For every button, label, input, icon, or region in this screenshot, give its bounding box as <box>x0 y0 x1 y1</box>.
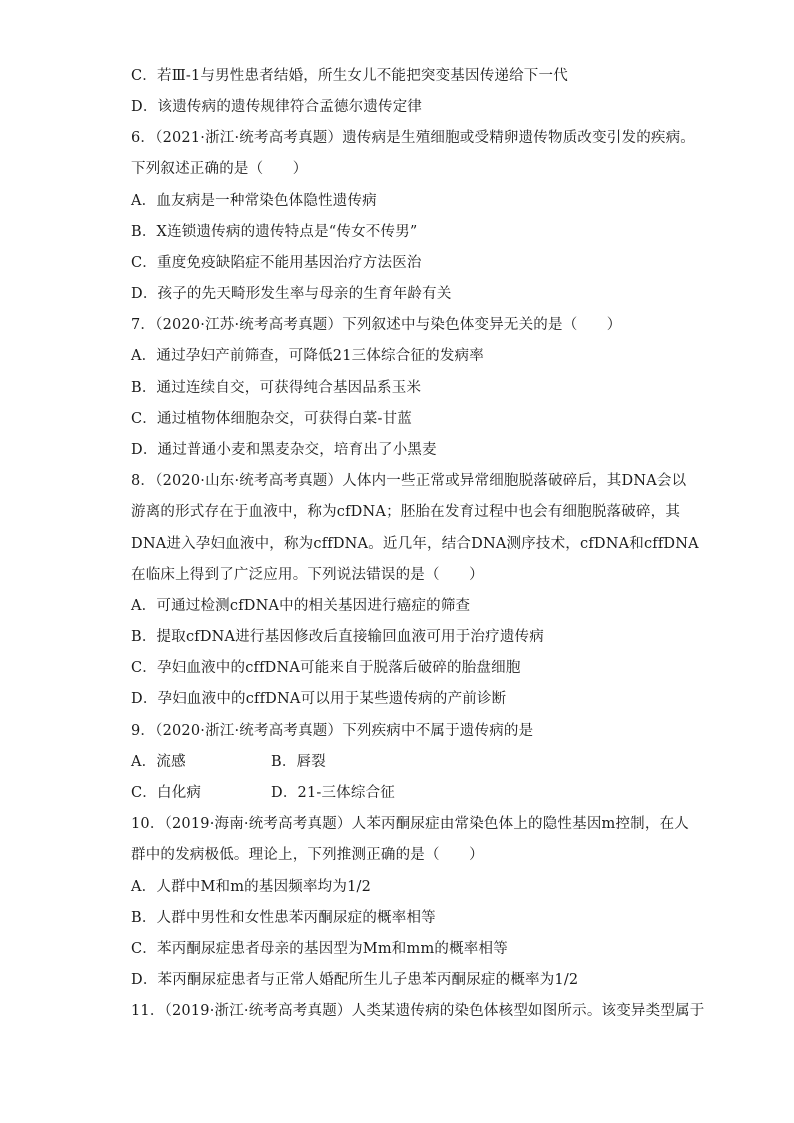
q9-option-b: B．唇裂 <box>271 754 326 770</box>
q10-option-c: C．苯丙酮尿症患者母亲的基因型为Mm和mm的概率相等 <box>131 941 508 957</box>
q6-option-b: B．X连锁遗传病的遗传特点是“传女不传男” <box>131 224 418 240</box>
q8-option-c: C．孕妇血液中的cffDNA可能来自于脱落后破碎的胎盘细胞 <box>131 660 521 676</box>
q7-stem: 7．（2020·江苏·统考高考真题）下列叙述中与染色体变异无关的是（ ） <box>131 317 622 333</box>
q6-stem-line-1: 6．（2021·浙江·统考高考真题）遗传病是生殖细胞或受精卵遗传物质改变引发的疾病。 <box>131 130 695 146</box>
q8-option-a: A．可通过检测cfDNA中的相关基因进行癌症的筛查 <box>131 598 471 614</box>
q8-option-d: D．孕妇血液中的cffDNA可以用于某些遗传病的产前诊断 <box>131 691 507 707</box>
q10-stem-line-1: 10．（2019·海南·统考高考真题）人苯丙酮尿症由常染色体上的隐性基因m控制，在人 <box>131 816 689 832</box>
q10-option-a: A．人群中M和m的基因频率均为1/2 <box>131 879 372 895</box>
q6-stem-line-2: 下列叙述正确的是（ ） <box>131 161 308 177</box>
q11-stem: 11．（2019·浙江·统考高考真题）人类某遗传病的染色体核型如图所示。该变异类型属于 <box>131 1003 705 1019</box>
q10-stem-line-2: 群中的发病极低。理论上，下列推测正确的是（ ） <box>131 847 484 863</box>
q9-option-d: D．21-三体综合征 <box>271 785 395 801</box>
q9-options-row-1 <box>131 752 326 772</box>
q9-stem: 9．（2020·浙江·统考高考真题）下列疾病中不属于遗传病的是 <box>131 723 534 739</box>
q9-options-row-2 <box>131 783 395 803</box>
q9-option-a: A．流感 <box>131 754 186 770</box>
q7-option-d: D．通过普通小麦和黑麦杂交，培育出了小黑麦 <box>131 442 437 458</box>
q8-stem-line-4: 在临床上得到了广泛应用。下列说法错误的是（ ） <box>131 567 484 583</box>
q8-stem-line-1: 8．（2020·山东·统考高考真题）人体内一些正常或异常细胞脱落破碎后，其DNA会以 <box>131 473 687 489</box>
q8-stem-line-2: 游离的形式存在于血液中，称为cfDNA；胚胎在发育过程中也会有细胞脱落破碎，其 <box>131 504 681 520</box>
q7-option-b: B．通过连续自交，可获得纯合基因品系玉米 <box>131 380 422 396</box>
q5-option-d: D．该遗传病的遗传规律符合孟德尔遗传定律 <box>131 99 423 115</box>
q8-option-b: B．提取cfDNA进行基因修改后直接输回血液可用于治疗遗传病 <box>131 629 544 645</box>
q7-option-c: C．通过植物体细胞杂交，可获得白菜-甘蓝 <box>131 411 412 427</box>
q8-stem-line-3: DNA进入孕妇血液中，称为cffDNA。近几年，结合DNA测序技术，cfDNA和cffDNA <box>131 536 699 552</box>
q9-option-c: C．白化病 <box>131 785 202 801</box>
q5-option-c: C．若Ⅲ-1与男性患者结婚，所生女儿不能把突变基因传递给下一代 <box>131 68 568 84</box>
q6-option-c: C．重度免疫缺陷症不能用基因治疗方法医治 <box>131 255 422 271</box>
q6-option-a: A．血友病是一种常染色体隐性遗传病 <box>131 193 377 209</box>
q6-option-d: D．孩子的先天畸形发生率与母亲的生育年龄有关 <box>131 286 452 302</box>
q10-option-b: B．人群中男性和女性患苯丙酮尿症的概率相等 <box>131 910 436 926</box>
q10-option-d: D．苯丙酮尿症患者与正常人婚配所生儿子患苯丙酮尿症的概率为1/2 <box>131 972 579 988</box>
q7-option-a: A．通过孕妇产前筛查，可降低21三体综合征的发病率 <box>131 348 484 364</box>
